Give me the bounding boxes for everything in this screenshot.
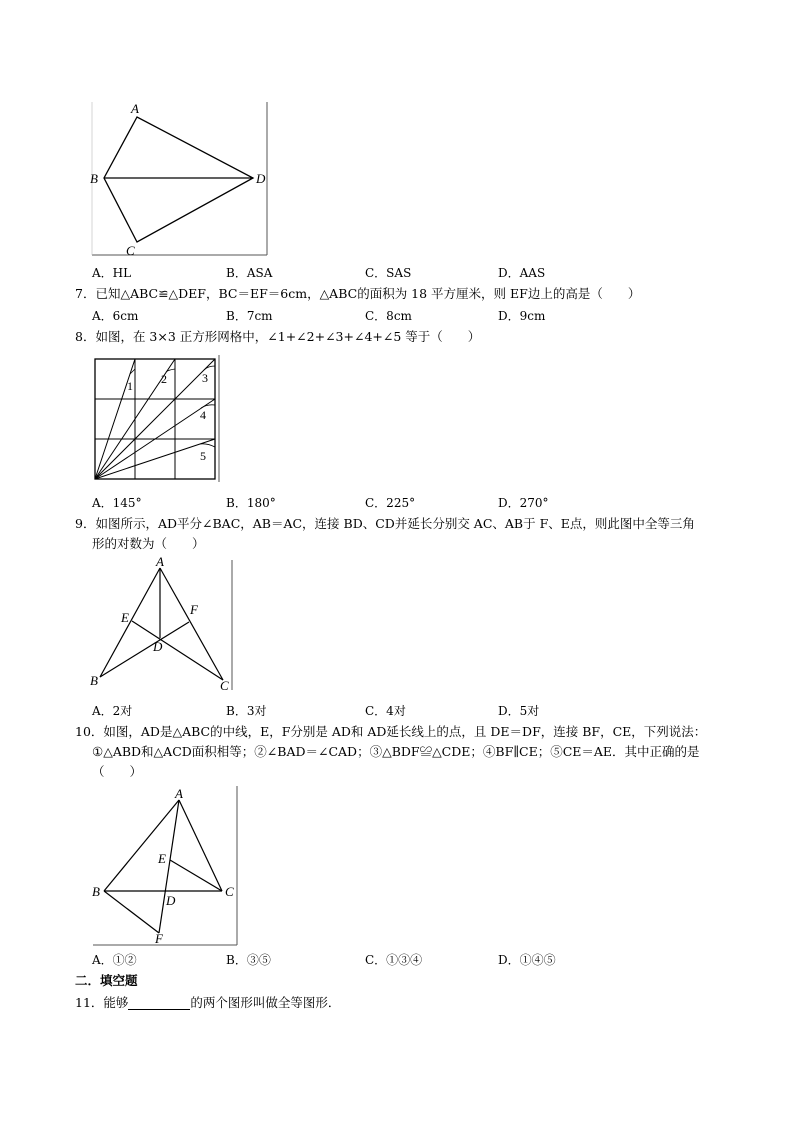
q8-text: 如图，在 3×3 正方形网格中，∠1+∠2+∠3+∠4+∠5 等于（ ）	[95, 329, 481, 344]
q7-option-d: D．9cm	[498, 309, 546, 323]
q10-label-f: F	[155, 931, 163, 946]
q10-question-line2: ①△ABD和△ACD面积相等；②∠BAD＝∠CAD；③△BDF≌△CDE；④BF∥CE；⑤CE＝AE．其中正确的是	[92, 744, 700, 759]
q6-option-a: A．HL	[92, 266, 132, 280]
q8-angle-label-3: 3	[202, 371, 208, 385]
q9-label-d: D	[153, 639, 163, 654]
q7-option-b: B．7cm	[226, 309, 273, 323]
q11-number: 11．	[75, 995, 104, 1010]
q6-label-a: A	[131, 101, 139, 116]
q9-option-c: C．4对	[365, 704, 406, 718]
q8-angle-label-5: 5	[200, 449, 206, 463]
q9-option-a: A．2对	[92, 704, 133, 718]
section-title: 二．填空题	[75, 973, 138, 988]
q6-label-c: C	[126, 243, 135, 258]
q8-angle-label-2: 2	[161, 372, 167, 386]
q10-label-e: E	[158, 851, 166, 866]
q11-text-before: 能够	[103, 995, 129, 1010]
q9-label-f: F	[190, 602, 198, 617]
q10-option-d: D．①④⑤	[498, 953, 556, 967]
q10-label-a: A	[175, 786, 183, 801]
q8-angle-label-1: 1	[127, 379, 133, 393]
q9-option-d: D．5对	[498, 704, 540, 718]
q11-text-after: 的两个图形叫做全等图形．	[190, 995, 341, 1010]
q7-option-c: C．8cm	[365, 309, 412, 323]
q6-option-b: B．ASA	[226, 266, 273, 280]
q6-label-d: D	[256, 171, 266, 186]
q9-label-b: B	[90, 673, 98, 688]
q10-label-c: C	[225, 884, 234, 899]
q10-option-b: B．③⑤	[226, 953, 271, 967]
q9-label-e: E	[121, 610, 129, 625]
q9-text-line1: 如图所示，AD平分∠BAC，AB＝AC，连接 BD、CD并延长分别交 AC、AB于 F、E点，则此图中全等三角	[95, 516, 695, 531]
q9-label-c: C	[220, 678, 229, 693]
q9-question-line2: 形的对数为（ ）	[92, 536, 205, 551]
q11-answer-blank[interactable]	[128, 998, 190, 1010]
q10-label-b: B	[92, 884, 100, 899]
q10-question-line3: （ ）	[92, 764, 143, 779]
q10-side-ac	[179, 800, 222, 891]
q10-label-d: D	[166, 893, 176, 908]
q8-option-a: A．145°	[92, 496, 142, 510]
q6-option-c: C．SAS	[365, 266, 412, 280]
q8-option-b: B．180°	[226, 496, 276, 510]
q10-option-a: A．①②	[92, 953, 137, 967]
q9-label-a: A	[156, 554, 164, 569]
q10-number: 10．	[75, 724, 104, 739]
q10-segment-bf	[104, 891, 159, 933]
q8-angle-label-4: 4	[200, 408, 206, 422]
q7-text: 已知△ABC≌△DEF，BC＝EF＝6cm，△ABC的面积为 18 平方厘米，则 EF边上的高是（ ）	[95, 286, 641, 301]
q10-option-c: C．①③④	[365, 953, 423, 967]
q8-option-c: C．225°	[365, 496, 416, 510]
q9-number: 9．	[75, 516, 96, 531]
q11-question	[75, 997, 340, 1010]
q7-number: 7．	[75, 286, 96, 301]
q6-option-d: D．AAS	[498, 266, 546, 280]
q8-option-d: D．270°	[498, 496, 549, 510]
q6-label-b: B	[90, 171, 98, 186]
q10-text-line1: 如图，AD是△ABC的中线，E，F分别是 AD和 AD延长线上的点，且 DE＝DF，连接 BF，CE，下列说法：	[103, 724, 707, 739]
q7-option-a: A．6cm	[92, 309, 139, 323]
q9-option-b: B．3对	[226, 704, 267, 718]
q8-number: 8．	[75, 329, 96, 344]
